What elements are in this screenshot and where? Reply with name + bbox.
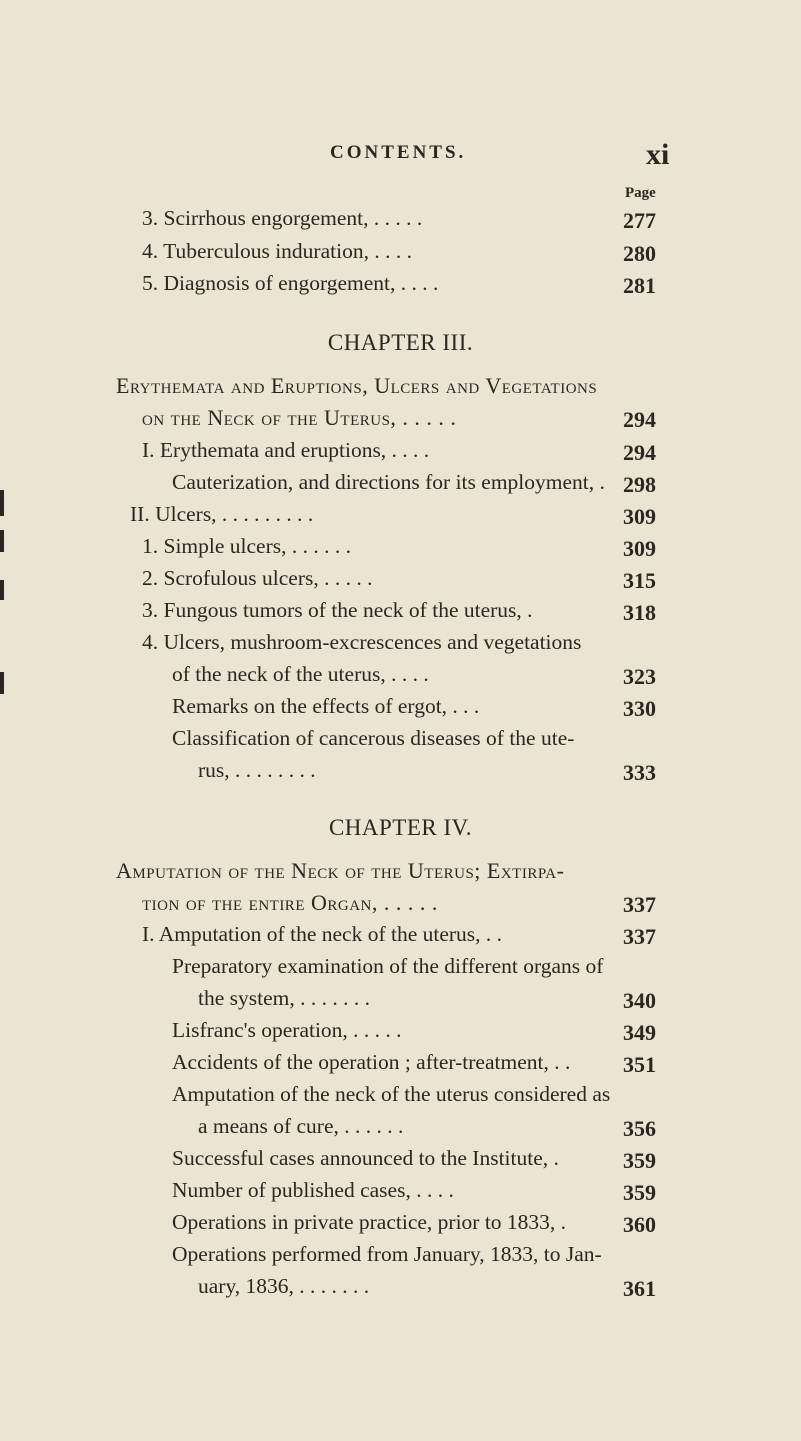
toc-page-number: 315 — [623, 568, 656, 593]
toc-page-number: 359 — [623, 1148, 656, 1173]
page-number: xi — [646, 138, 670, 171]
chapter-title: Erythemata and Eruptions, Ulcers and Vegetations — [116, 373, 598, 398]
toc-entry: I. Erythemata and eruptions, . . . . — [142, 438, 430, 462]
toc-entry: Cauterization, and directions for its employment, . — [172, 470, 605, 494]
binding-mark — [0, 580, 4, 600]
toc-entry: Classification of cancerous diseases of the ute- — [172, 726, 575, 750]
toc-entry: Successful cases announced to the Institute, . — [172, 1146, 559, 1170]
toc-page-number: 360 — [623, 1212, 656, 1237]
toc-entry: 3. Fungous tumors of the neck of the uterus, . — [142, 598, 533, 622]
toc-entry: 4. Ulcers, mushroom-excrescences and vegetations — [142, 630, 582, 654]
toc-page-number: 309 — [623, 536, 656, 561]
page-column-label: Page — [625, 185, 656, 201]
toc-page-number: 349 — [623, 1020, 656, 1045]
binding-mark — [0, 490, 4, 516]
toc-entry: Operations performed from January, 1833, to Jan- — [172, 1242, 602, 1266]
toc-page-number: 361 — [623, 1276, 656, 1301]
toc-page-number: 356 — [623, 1116, 656, 1141]
toc-entry: 3. Scirrhous engorgement, . . . . . — [142, 206, 423, 230]
binding-mark — [0, 672, 4, 694]
toc-entry: Remarks on the effects of ergot, . . . — [172, 694, 480, 718]
toc-page-number: 294 — [623, 407, 656, 432]
toc-page-number: 337 — [623, 924, 656, 949]
toc-entry: I. Amputation of the neck of the uterus, . . — [142, 922, 503, 946]
toc-entry: Accidents of the operation ; after-treatment, . . — [172, 1050, 571, 1074]
toc-page-number: 294 — [623, 440, 656, 465]
toc-entry: 2. Scrofulous ulcers, . . . . . — [142, 566, 373, 590]
toc-entry: 1. Simple ulcers, . . . . . . — [142, 534, 352, 558]
toc-page-number: 333 — [623, 760, 656, 785]
toc-page-number: 323 — [623, 664, 656, 689]
toc-entry: rus, . . . . . . . . — [198, 758, 316, 782]
toc-page-number: 359 — [623, 1180, 656, 1205]
chapter-title: on the Neck of the Uterus, . . . . . — [142, 405, 457, 430]
toc-page-number: 351 — [623, 1052, 656, 1077]
binding-mark — [0, 530, 4, 552]
toc-entry: II. Ulcers, . . . . . . . . . — [130, 502, 314, 526]
toc-entry: 4. Tuberculous induration, . . . . — [142, 239, 412, 263]
toc-page-number: 277 — [623, 208, 656, 233]
toc-entry: Lisfranc's operation, . . . . . — [172, 1018, 402, 1042]
toc-page-number: 298 — [623, 472, 656, 497]
toc-entry: Operations in private practice, prior to 1833, . — [172, 1210, 567, 1234]
toc-page-number: 318 — [623, 600, 656, 625]
toc-page-number: 337 — [623, 892, 656, 917]
toc-page-number: 330 — [623, 696, 656, 721]
toc-page-number: 281 — [623, 273, 656, 298]
toc-entry: a means of cure, . . . . . . — [198, 1114, 404, 1138]
running-header-title: CONTENTS. — [330, 142, 467, 163]
chapter-heading: CHAPTER III. — [327, 330, 474, 355]
toc-entry: uary, 1836, . . . . . . . — [198, 1274, 370, 1298]
toc-page-number: 340 — [623, 988, 656, 1013]
chapter-title: Amputation of the Neck of the Uterus; Extirpa- — [116, 858, 565, 883]
toc-page-number: 309 — [623, 504, 656, 529]
toc-entry: Amputation of the neck of the uterus considered as — [172, 1082, 611, 1106]
chapter-heading: CHAPTER IV. — [328, 815, 473, 840]
toc-entry: Preparatory examination of the different organs of — [172, 954, 604, 978]
chapter-title: tion of the entire Organ, . . . . . — [142, 890, 438, 915]
toc-entry: of the neck of the uterus, . . . . — [172, 662, 429, 686]
toc-entry: 5. Diagnosis of engorgement, . . . . — [142, 271, 439, 295]
toc-entry: the system, . . . . . . . — [198, 986, 370, 1010]
toc-entry: Number of published cases, . . . . — [172, 1178, 454, 1202]
toc-page-number: 280 — [623, 241, 656, 266]
